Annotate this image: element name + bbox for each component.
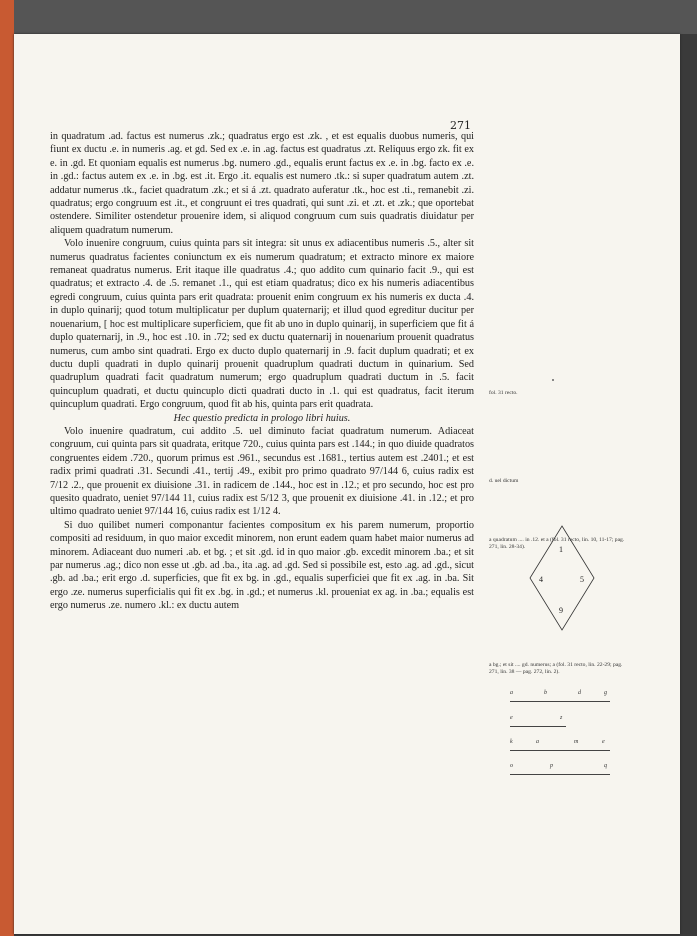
margin-note-dictum: d. uel dictum — [489, 478, 519, 484]
line-segment — [510, 701, 610, 702]
line-segment — [510, 726, 566, 727]
line-label: b — [544, 690, 547, 696]
margin-note-folio: fol. 31 recto. — [489, 390, 518, 396]
line-label: m — [574, 739, 579, 745]
line-label: z — [560, 715, 563, 721]
diamond-label-left: 4 — [539, 575, 543, 584]
paragraph-2: Volo inuenire congruum, cuius quinta pars sit integra: sit unus ex adiacentibus numeris .5., alter sit numerus quadratus facientes coniunctum ex eis numerum quadratum; et extracto minore ex maiore remaneat quadratus numerus. Erit itaque ille quadratus .4.; quo addito cum quinario facit .9., qui est quadratus; et extracto .4. de .5. remanet .1., qui est etiam quadratus; dico ex his numeris adiacentibus egredi congruum, cuius quinta pars erit quadrata: prouenit enim congruum ex his numeris ex ducta .4. in duplo quinarij; quod totum multiplicatur per duplum quaternarij; et illud quod egreditur ducitur per nouenarium, [ hoc est multiplicare superficiem, que fit ab uno in duplo quinarij, in superficiem que fit á duplo quaternarij, in .9., hoc est .10. in .72; sed ex ductu quaternarij in nouenarium prouenit quadratus numerus, cum ambo sint quadrati. Ergo ex ducto duplo quaternarij in .9. facit duplum quadrati; et ex ductu dupli quadrati in duplo quinarij prouenit quadruplum quadrati ductum in quinarium. Sed quadruplum quadrati facit quadratum numerum; ergo quadruplum quadrati ductum in .5. facit quincuplum quadrati, et ductu quincuplo dicti quadrati ducto in .1. qui est quadratus, facit iterum quincuplum quadrati. Ergo congruum, quod fit ab his, quinta pars erit quadrata. — [50, 238, 474, 411]
book-page — [14, 34, 680, 934]
margin-note-bg: a bg.; et sit .... gd. numerus; a (fol. 31 recto, lin. 22-29; pag. 271, lin. 38 — pag. 272, lin. 2). — [489, 662, 623, 675]
margin-note-quadratum: a quadratum .... in .12. et a (fol. 31 recto, lin. 10, 11-17; pag. 271, lin. 28-34). — [489, 537, 625, 550]
line-label: k — [510, 739, 513, 745]
margin-mark — [552, 379, 554, 381]
scan-left-edge — [0, 0, 14, 936]
paragraph-3: Volo inuenire quadratum, cui addito .5. uel diminuto faciat quadratum numerum. Adiaceat congruum, cui quinta pars sit quadrata, eritque 720., cuius quinta pars est .144.; in quo diuide quadratos congruentes eidem .720., quorum primus est .961., secundus est .1681., tertius autem est .2401.; et est radix primi quadrati .31. Secundi .41., tertij .49., exibit pro primo quadrato 97/144 6, cuius radix est 7/12 .2., que prouenit ex diuisione .31. in radicem de .144., hoc est in .12.; et pro secundo, hoc est pro quesito quadrato, ueniet 97/144 11, cuius radix est 5/12 3, que prouenit ex diuisione .41. in .12.; et pro ultimo quadrato ueniet 97/144 16, cuius radix est 1/12 4. — [50, 425, 474, 518]
line-label: a — [536, 739, 539, 745]
line-label: g — [604, 690, 607, 696]
diamond-svg — [526, 522, 598, 634]
diamond-label-top: 1 — [559, 545, 563, 554]
line-label: e — [510, 715, 513, 721]
line-label: d — [578, 690, 581, 696]
section-heading: Hec questio predicta in prologo libri huius. — [173, 412, 351, 424]
line-figure-3 — [510, 741, 610, 751]
line-label: o — [510, 763, 513, 769]
line-segment — [510, 750, 610, 751]
line-segment — [510, 774, 610, 775]
paragraph-1: in quadratum .ad. factus est numerus .zk.; quadratus ergo est .zk. , et est equalis duobus numeris, qui fiunt ex ductu .e. in numeris .ag. et gd. Sed ex .e. in .ag. factus est quadratus .zt. Reliquus ergo zk. fit ex e. in .gd. Et quoniam equalis est numerus .bg. numero .gd., equalis erunt factus ex .e. in .bg. facto ex .e. in .gd.: factus autem ex .e. in .bg. est .it. Ergo .it. equalis est numero .tk.: si super quadratum autem .zt. addatur numerus .tk., faciet quadratum .zk.; et si á .zt. quadrato auferatur .tk., hoc est .ti., remanebit .zi. quadratus; ergo congruum est .it., et congruunt ei tres quadrati, qui sunt .zi. et .zt. et .zk.; que oportebat ostendere. Similiter ostendetur prouenire idem, si aliquod congruum cum suis quadratis diuidatur per aliquem quadratum numerum. — [50, 131, 474, 236]
diamond-label-right: 5 — [580, 575, 584, 584]
main-text-column — [50, 130, 474, 613]
line-label: e — [602, 739, 605, 745]
line-figure-4 — [510, 765, 610, 775]
line-label: q — [604, 763, 607, 769]
diamond-label-bottom: 9 — [559, 606, 563, 615]
line-label: p — [550, 763, 553, 769]
scan-top-border — [0, 0, 697, 34]
line-figure-1 — [510, 692, 610, 702]
line-figure-2 — [510, 717, 570, 727]
diamond-figure — [526, 522, 598, 634]
line-label: a — [510, 690, 513, 696]
paragraph-4: Si duo quilibet numeri componantur facientes compositum ex his parem numerum, proportio compositi ad residuum, in quo maior excedit minorem, non erunt eadem quam habet maior numerus ad minorem. Adiaceant duo numeri .ab. et bg. ; et sit .gd. id in quo maior .gb. excedit minorem .ba.; et sit par numerus .ag.; dico non esse ut .gb. ad .ba., ita .ag. ad .gd. Sed si possibile est, esto .ag. ad .gd., sicut .gb. ad .ba.; erit ergo .d. superficies, que fit ex bg. in .gd., equalis superficiei que fit ex .ag. in .ba. Sit ergo .ze. numerus superficialis qui fit ex .bg. in .gd.; et numerus .kl. proueniat ex ag. in .ba.; equalis est ergo numerus .ze. numero .kl.: ex ductu autem — [50, 519, 474, 612]
page-number: 271 — [450, 119, 471, 132]
